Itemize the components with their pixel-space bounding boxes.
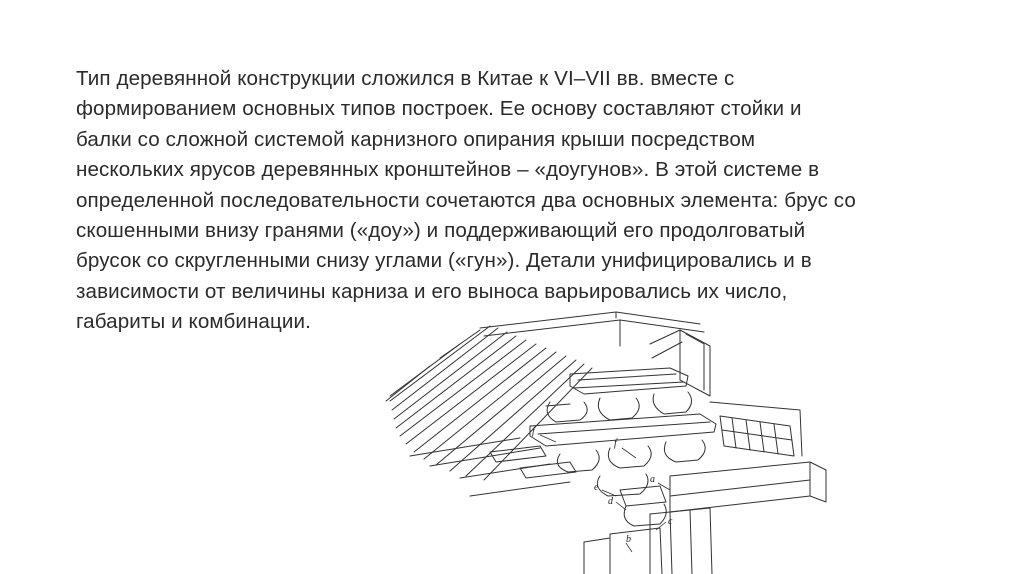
- dougong-bracket-illustration: [370, 306, 840, 574]
- right-beam: [670, 462, 826, 512]
- label-b: b: [626, 534, 631, 545]
- callout-labels: [532, 426, 673, 545]
- text-line-7: брусок со скругленными снизу углами («гун»). Детали унифицировались и в: [76, 249, 812, 273]
- label-f-lower: f: [614, 438, 617, 449]
- label-c: c: [668, 516, 673, 527]
- text-line-9: габариты и комбинации.: [76, 310, 311, 334]
- label-e: e: [594, 482, 599, 493]
- body-text: [76, 64, 976, 338]
- label-d: d: [608, 496, 613, 507]
- lattice-panel: [710, 402, 802, 456]
- eave-lines: [410, 438, 570, 496]
- text-line-6: скошенными внизу гранями («доу») и поддерживающий его продолговатый: [76, 219, 806, 243]
- column: [584, 508, 712, 574]
- text-line-2: формированием основных типов построек. Ее основу составляют стойки и: [76, 97, 802, 121]
- text-line-5: определенной последовательности сочетаются два основных элемента: брус со: [76, 188, 856, 212]
- label-a: a: [650, 474, 655, 485]
- text-line-1: Тип деревянной конструкции сложился в Китае к VI–VII вв. вместе с: [76, 67, 735, 90]
- text-line-8: зависимости от величины карниза и его выноса варьировались их число,: [76, 279, 788, 303]
- dougong-bracket-drawing: [370, 306, 840, 574]
- roof-rafters: [386, 326, 592, 480]
- text-line-3: балки со сложной системой карнизного опирания крыши посредством: [76, 127, 756, 151]
- label-f-upper: f: [532, 426, 535, 437]
- roof-beam: [480, 312, 704, 346]
- text-line-4: нескольких ярусов деревянных кронштейнов – «доугунов». В этой системе в: [76, 158, 820, 182]
